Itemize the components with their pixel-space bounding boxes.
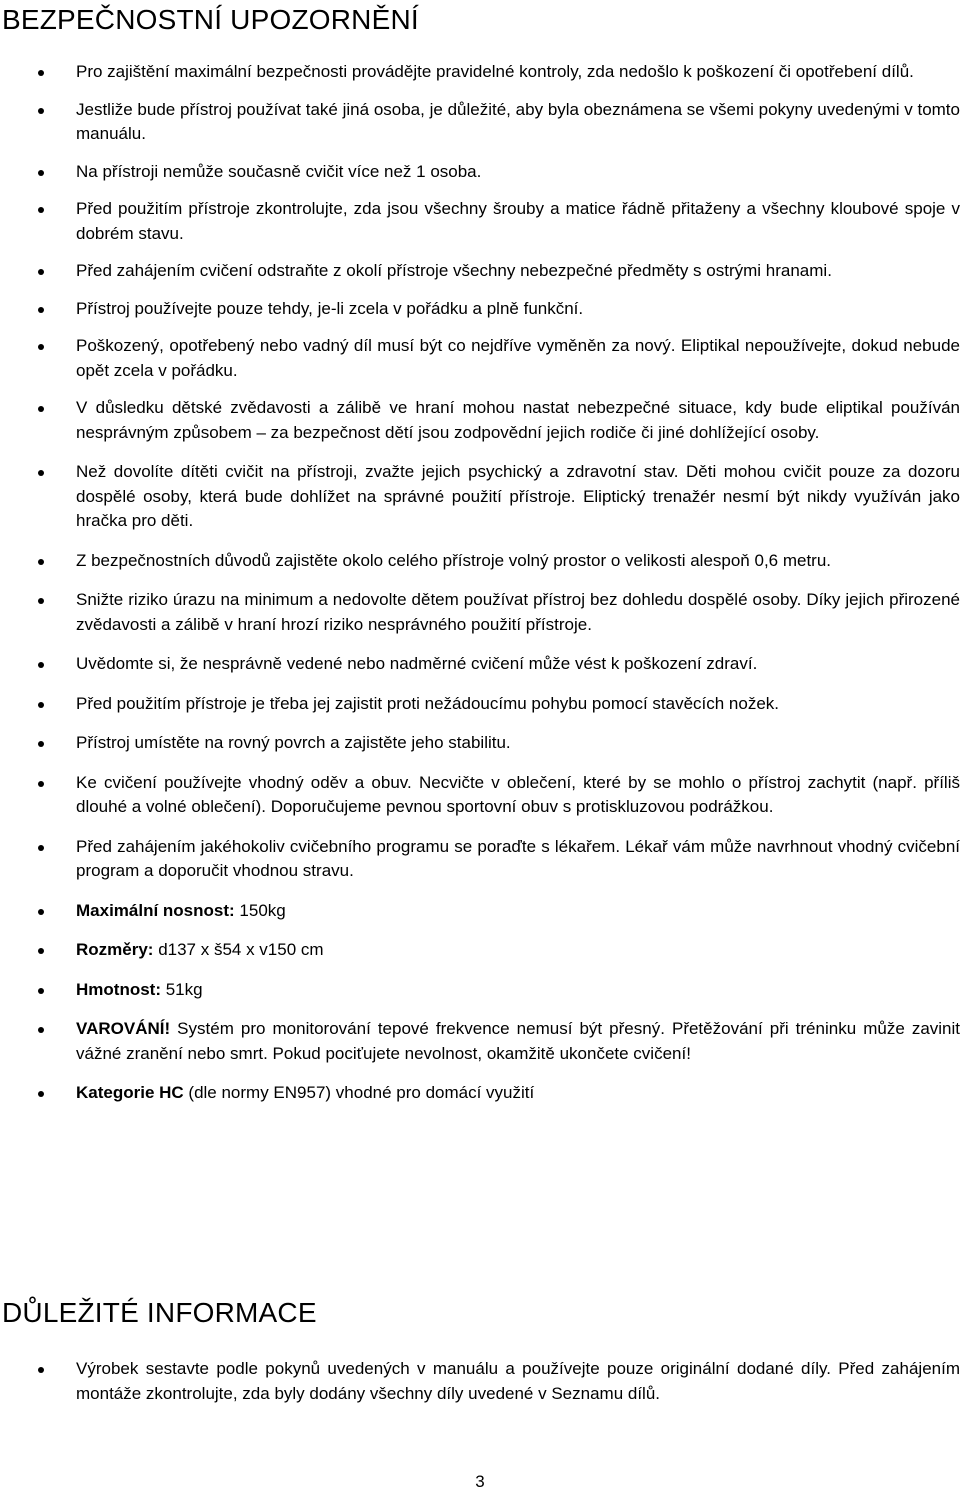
list-item-text: Před zahájením jakéhokoliv cvičebního programu se poraďte s lékařem. Lékař vám může navrhnout vhodný cvičební program a doporučit vhodnou stravu.	[76, 836, 960, 880]
list-item-text: Na přístroji nemůže současně cvičit více než 1 osoba.	[76, 161, 482, 181]
list-item-text: Přístroj používejte pouze tehdy, je-li zcela v pořádku a plně funkční.	[76, 298, 584, 318]
list-item-label: Hmotnost:	[76, 979, 161, 999]
list-item-text: Pro zajištění maximální bezpečnosti provádějte pravidelné kontroly, zda nedošlo k poškození či opotřebení dílů.	[76, 62, 914, 81]
safety-list	[0, 60, 960, 1106]
bullet-icon	[38, 909, 44, 915]
list-item	[0, 334, 960, 383]
list-item	[0, 899, 960, 924]
list-item	[0, 396, 960, 445]
bullet-icon	[38, 948, 44, 954]
list-item	[0, 652, 960, 677]
list-item	[0, 460, 960, 534]
list-item-text: Snižte riziko úrazu na minimum a nedovolte dětem používat přístroj bez dohledu dospělé osoby. Díky jejich přirozené zvědavosti a zálibě v hraní hrozí riziko nesprávného použití přístroje.	[76, 590, 960, 634]
list-item	[0, 549, 960, 574]
bullet-icon	[38, 307, 44, 313]
list-item-label: Kategorie HC	[76, 1083, 184, 1102]
bullet-icon	[38, 702, 44, 708]
list-item-text: Než dovolíte dítěti cvičit na přístroji, zvažte jejich psychický a zdravotní stav. Děti mohou cvičit pouze za dozoru dospělé osoby, která bude dohlížet na správné použití přístroje. Eliptický trenažér nesmí být nikdy využíván jako hračka pro děti.	[76, 462, 960, 530]
list-item	[0, 1017, 960, 1066]
list-item-text: 150kg	[234, 900, 286, 920]
bullet-icon	[38, 988, 44, 994]
bullet-icon	[38, 170, 44, 176]
list-item	[0, 160, 960, 185]
list-item	[0, 835, 960, 884]
list-item-text: Jestliže bude přístroj používat také jiná osoba, je důležité, aby byla obeznámena se všemi pokyny uvedenými v tomto manuálu.	[76, 99, 960, 143]
list-item	[0, 938, 960, 963]
bullet-icon	[38, 1027, 44, 1033]
bullet-icon	[38, 845, 44, 851]
list-item-label: Maximální nosnost:	[76, 900, 235, 920]
bullet-icon	[38, 406, 44, 412]
list-item	[0, 197, 960, 246]
list-item	[0, 588, 960, 637]
page-number: 3	[475, 1472, 485, 1491]
list-item	[0, 692, 960, 717]
bullet-icon	[38, 559, 44, 565]
list-item-text: Systém pro monitorování tepové frekvence nemusí být přesný. Přetěžování při tréninku může zavinit vážné zranění nebo smrt. Pokud pociťujete nevolnost, okamžitě ukončete cvičení!	[76, 1019, 960, 1063]
list-item-text: 51kg	[160, 979, 203, 999]
list-item-text: V důsledku dětské zvědavosti a zálibě ve hraní mohou nastat nebezpečné situace, kdy bude eliptikal používán nesprávným způsobem – za bezpečnost dětí jsou zodpovědní jejich rodiče či jiné dohlížející osoby.	[76, 398, 960, 442]
list-item	[0, 60, 960, 85]
list-item	[0, 297, 960, 322]
list-item	[0, 771, 960, 820]
info-section-title: DŮLEŽITÉ INFORMACE	[2, 1297, 317, 1328]
bullet-icon	[38, 741, 44, 747]
bullet-icon	[38, 344, 44, 350]
list-item-text: (dle normy EN957) vhodné pro domácí využití	[183, 1083, 535, 1102]
list-item-text: Před použitím přístroje zkontrolujte, zda jsou všechny šrouby a matice řádně přitaženy a všechny kloubové spoje v dobrém stavu.	[76, 199, 960, 243]
list-item	[0, 1357, 960, 1406]
bullet-icon	[38, 207, 44, 213]
bullet-icon	[38, 269, 44, 275]
bullet-icon	[38, 662, 44, 668]
safety-section-title: BEZPEČNOSTNÍ UPOZORNĚNÍ	[2, 4, 419, 35]
list-item-text: Výrobek sestavte podle pokynů uvedených v manuálu a používejte pouze originální dodané díly. Před zahájením montáže zkontrolujte, zda byly dodány všechny díly uvedené v Seznamu dílů.	[76, 1359, 960, 1403]
list-item	[0, 259, 960, 284]
list-item	[0, 978, 960, 1003]
bullet-icon	[38, 781, 44, 787]
list-item-text: Před použitím přístroje je třeba jej zajistit proti nežádoucímu pohybu pomocí stavěcích nožek.	[76, 693, 780, 713]
list-item	[0, 731, 960, 756]
list-item-label: Rozměry:	[76, 940, 154, 959]
list-item-label: VAROVÁNÍ!	[76, 1019, 171, 1038]
list-item-text: Poškozený, opotřebený nebo vadný díl musí být co nejdříve vyměněn za nový. Eliptikal nepoužívejte, dokud nebude opět zcela v pořádku.	[76, 336, 960, 380]
bullet-icon	[38, 598, 44, 604]
list-item-text: Z bezpečnostních důvodů zajistěte okolo celého přístroje volný prostor o velikosti alespoň 0,6 metru.	[76, 550, 832, 570]
bullet-icon	[38, 1367, 44, 1373]
list-item-text: Přístroj umístěte na rovný povrch a zajistěte jeho stabilitu.	[76, 733, 511, 752]
bullet-icon	[38, 470, 44, 476]
list-item	[0, 98, 960, 147]
list-item-text: Uvědomte si, že nesprávně vedené nebo nadměrné cvičení může vést k poškození zdraví.	[76, 654, 758, 673]
list-item-text: d137 x š54 x v150 cm	[153, 940, 324, 959]
list-item	[0, 1081, 960, 1106]
bullet-icon	[38, 70, 44, 76]
bullet-icon	[38, 108, 44, 114]
list-item-text: Ke cvičení používejte vhodný oděv a obuv. Necvičte v oblečení, které by se mohlo o přístroj zachytit (např. příliš dlouhé a volné oblečení). Doporučujeme pevnou sportovní obuv s protiskluzovou podrážkou.	[76, 772, 960, 816]
bullet-icon	[38, 1091, 44, 1097]
list-item-text: Před zahájením cvičení odstraňte z okolí přístroje všechny nebezpečné předměty s ostrými hranami.	[76, 261, 832, 280]
info-list	[0, 1357, 960, 1406]
